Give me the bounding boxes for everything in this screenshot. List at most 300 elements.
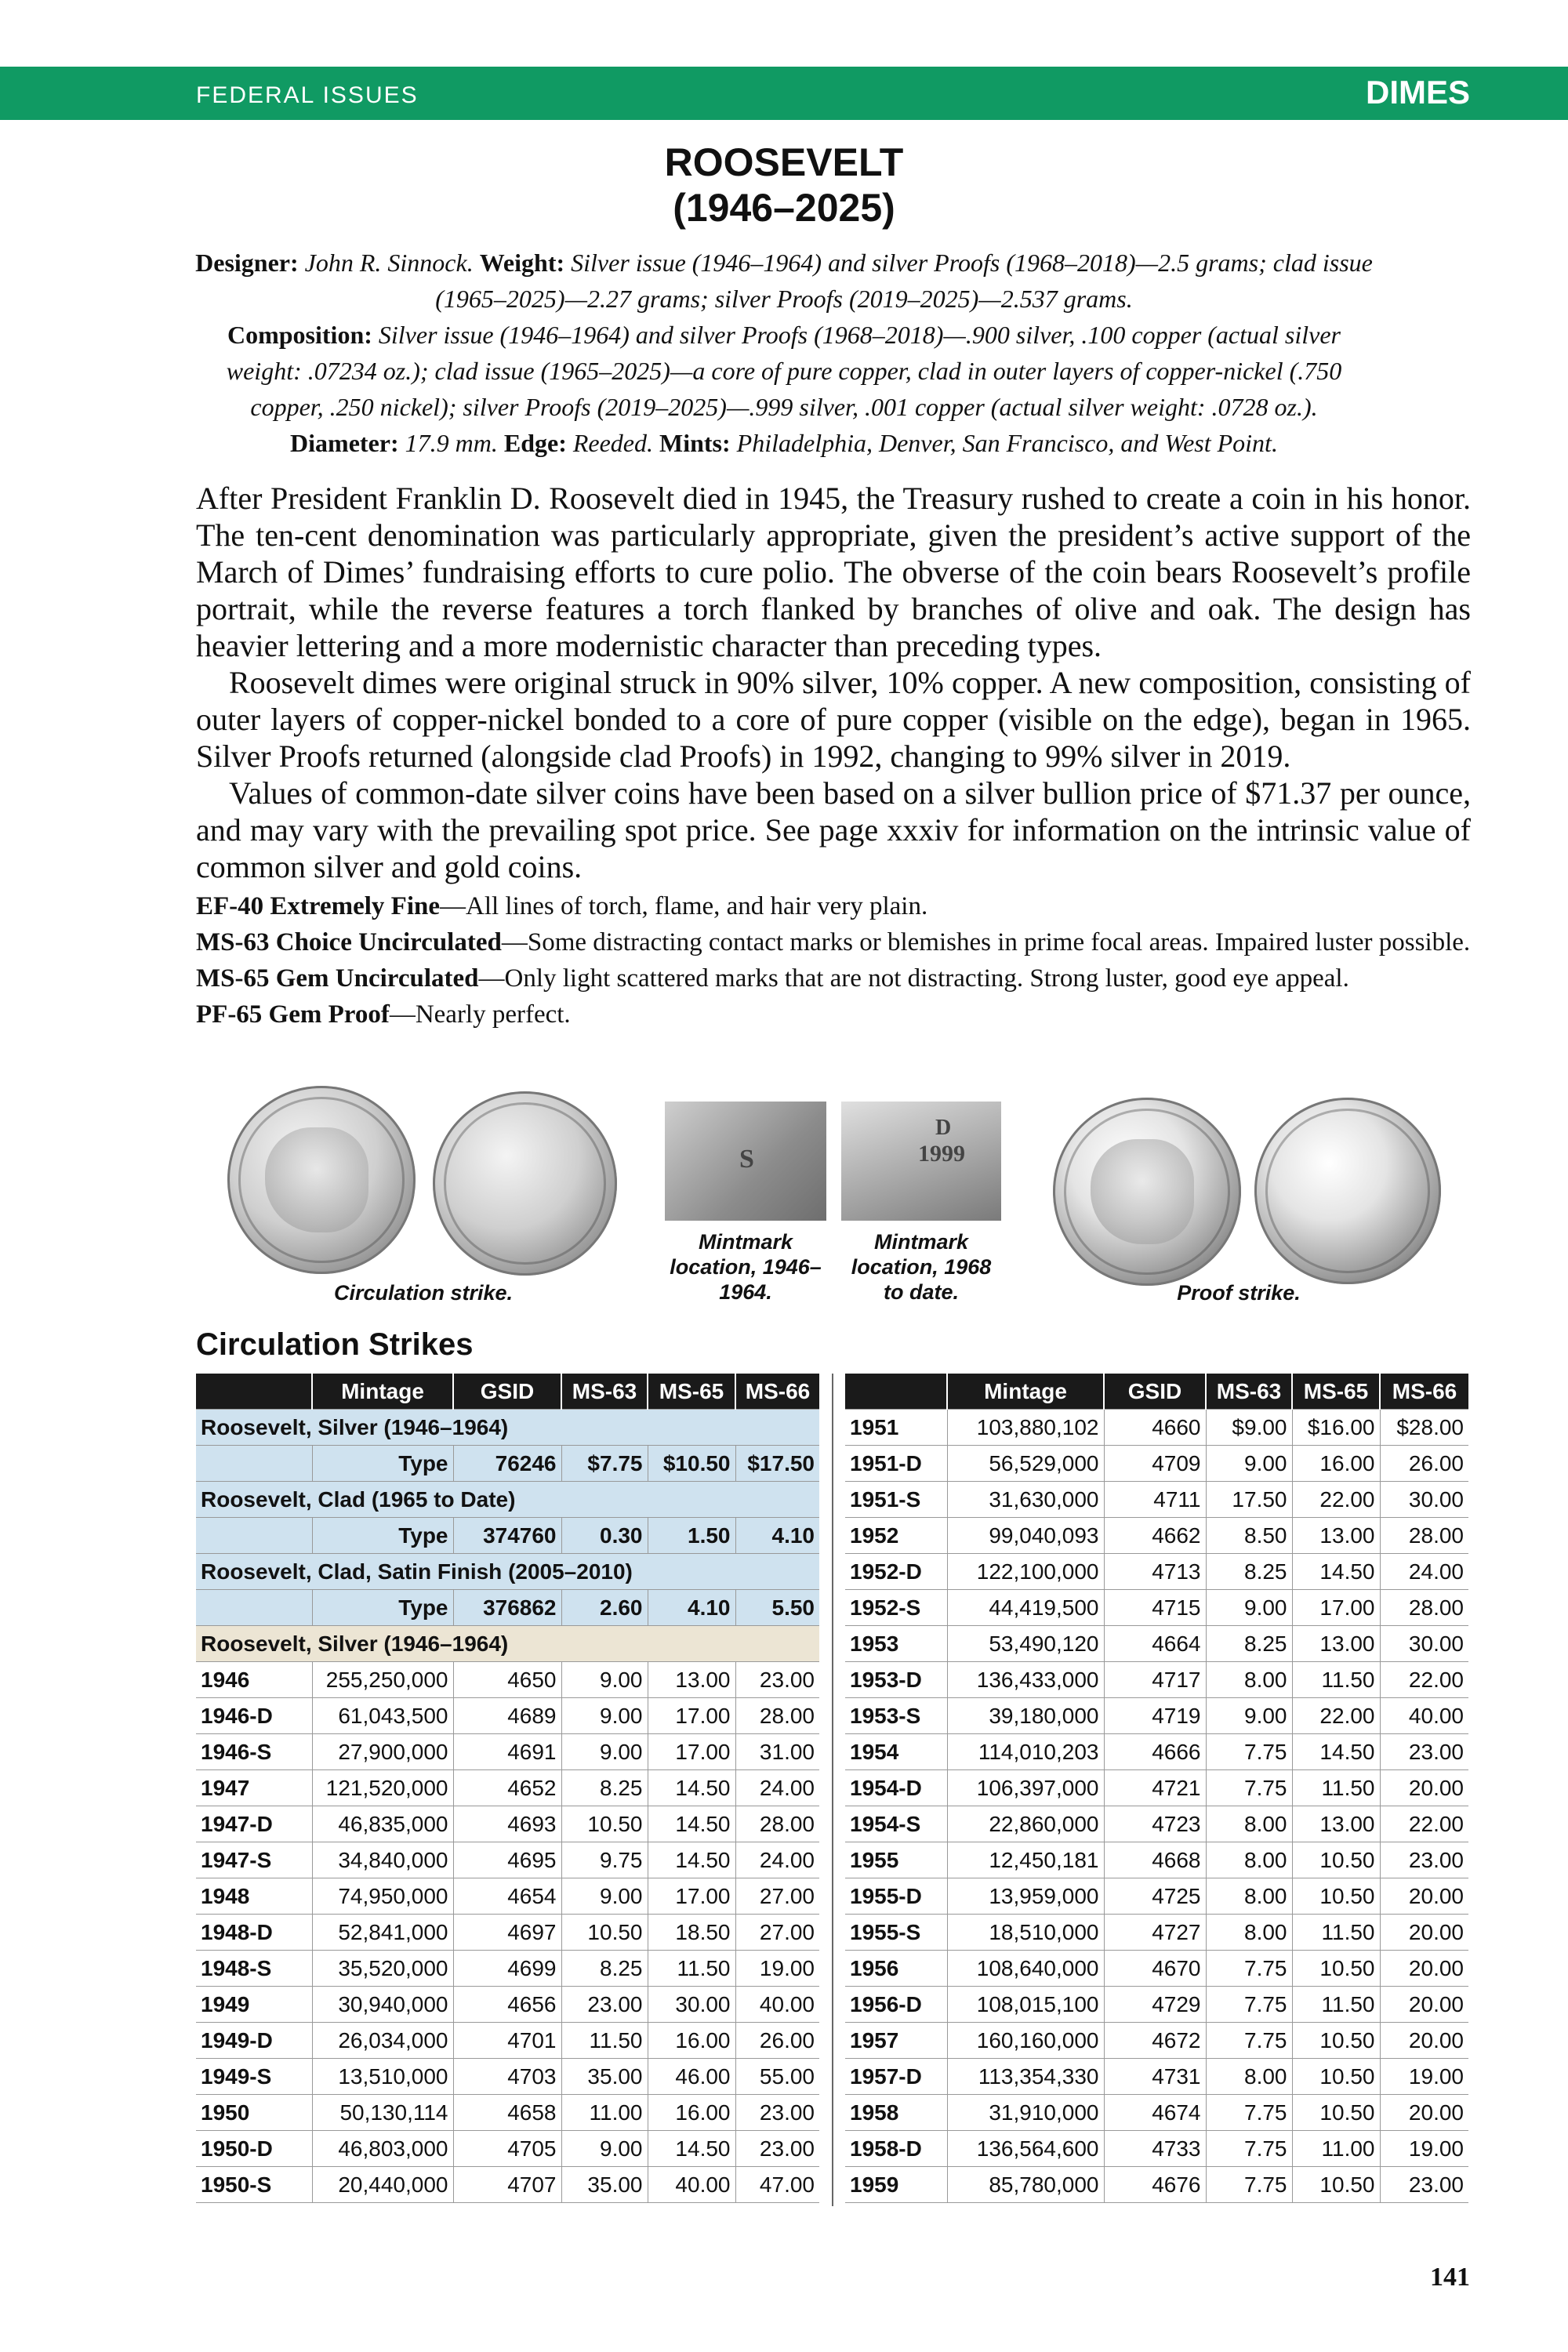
category-label: DIMES [1365, 74, 1470, 111]
table-cell: 8.25 [1206, 1626, 1292, 1662]
table-row [845, 1662, 1468, 1698]
column-header: MS-66 [735, 1374, 819, 1410]
table-cell: 14.50 [648, 1842, 735, 1878]
table-cell: 8.00 [1206, 1878, 1292, 1915]
table-cell: 20.00 [1380, 1915, 1468, 1951]
table-cell: 1959 [845, 2167, 947, 2203]
table-cell: 17.00 [1292, 1590, 1380, 1626]
table-cell: 1952 [845, 1518, 947, 1554]
table-cell: 4715 [1104, 1590, 1206, 1626]
grade-term: PF-65 Gem Proof [196, 1000, 390, 1029]
table-cell: 1950-D [196, 2131, 312, 2167]
table-cell: 19.00 [1380, 2059, 1468, 2095]
table-cell: 1956 [845, 1951, 947, 1987]
table-row [196, 1770, 819, 1806]
table-row [845, 1770, 1468, 1806]
column-header: MS-63 [1206, 1374, 1292, 1410]
mints-label: Mints: [659, 429, 731, 457]
table-cell: 11.50 [1292, 1770, 1380, 1806]
table-row [845, 1410, 1468, 1446]
table-row [845, 2167, 1468, 2203]
mintage-table-right [845, 1374, 1468, 2203]
table-cell: 1947-D [196, 1806, 312, 1842]
table-cell: 11.50 [561, 2023, 648, 2059]
table-cell: 4650 [453, 1662, 561, 1698]
diameter-label: Diameter: [290, 429, 399, 457]
table-cell: 121,520,000 [312, 1770, 453, 1806]
table-cell: 24.00 [1380, 1554, 1468, 1590]
table-cell: 10.50 [561, 1806, 648, 1842]
composition-value: Silver issue (1946–1964) and silver Proofs (1968–2018)—.900 silver, .100 copper (actual silver weight: .07234 oz.); clad issue (1965–2025)—a core of pure copper, clad in outer layers of copper-nickel (.750 copper, .250 nickel); silver Proofs (2019–2025)—.999 silver, .001 copper (actual silver weight: .0728 oz.). [226, 321, 1342, 421]
column-header: MS-65 [1292, 1374, 1380, 1410]
edge-label: Edge: [503, 429, 567, 457]
table-cell: 30.00 [1380, 1482, 1468, 1518]
table-cell: 24.00 [735, 1842, 819, 1878]
table-cell: 16.00 [648, 2023, 735, 2059]
table-header-row [845, 1374, 1468, 1410]
table-row [845, 1987, 1468, 2023]
table-cell: 13.00 [1292, 1626, 1380, 1662]
column-header: MS-66 [1380, 1374, 1468, 1410]
table-cell: 20.00 [1380, 1878, 1468, 1915]
table-cell: 10.50 [1292, 2059, 1380, 2095]
table-cell: 7.75 [1206, 1770, 1292, 1806]
group-header-row [196, 1554, 819, 1590]
table-cell: 1955 [845, 1842, 947, 1878]
table-cell: 1949 [196, 1987, 312, 2023]
mintmark-date: 1999 [918, 1141, 965, 1167]
table-cell: 50,130,114 [312, 2095, 453, 2131]
table-cell: 28.00 [735, 1806, 819, 1842]
table-cell: 23.00 [735, 2131, 819, 2167]
table-row [845, 1626, 1468, 1662]
table-cell: 40.00 [735, 1987, 819, 2023]
table-row [196, 1806, 819, 1842]
table-row [196, 2131, 819, 2167]
table-cell: 99,040,093 [947, 1518, 1104, 1554]
column-header [845, 1374, 947, 1410]
grade-term: MS-65 Gem Uncirculated [196, 964, 479, 993]
table-cell: 23.00 [735, 2095, 819, 2131]
table-header-row [196, 1374, 819, 1410]
composition-label: Composition: [227, 321, 372, 349]
column-header: MS-63 [561, 1374, 648, 1410]
table-cell: 1954-S [845, 1806, 947, 1842]
mintmark-1946-image [665, 1102, 826, 1221]
table-cell: 1953 [845, 1626, 947, 1662]
table-cell: 114,010,203 [947, 1734, 1104, 1770]
table-cell: 19.00 [735, 1951, 819, 1987]
table-row [845, 1446, 1468, 1482]
type-row [196, 1518, 819, 1554]
table-row [845, 1734, 1468, 1770]
group-header-row [196, 1626, 819, 1662]
table-cell: 1952-S [845, 1590, 947, 1626]
table-cell: 74,950,000 [312, 1878, 453, 1915]
table-cell: 14.50 [1292, 1554, 1380, 1590]
mints-value: Philadelphia, Denver, San Francisco, and West Point. [736, 429, 1278, 457]
table-cell: 8.25 [561, 1951, 648, 1987]
table-cell: 31.00 [735, 1734, 819, 1770]
table-cell: 4.10 [735, 1518, 819, 1554]
intro-paragraph: Values of common-date silver coins have been based on a silver bullion price of $71.37 per ounce, and may vary with the prevailing spot price. See page xxxiv for information on the intrinsic value of common silver and gold coins. [196, 775, 1471, 884]
column-header: Mintage [312, 1374, 453, 1410]
table-cell: 4662 [1104, 1518, 1206, 1554]
table-cell: 1.50 [648, 1518, 735, 1554]
table-cell: 13.00 [1292, 1806, 1380, 1842]
table-cell: 20.00 [1380, 1770, 1468, 1806]
table-row [845, 1698, 1468, 1734]
table-cell: 4670 [1104, 1951, 1206, 1987]
table-cell: 10.50 [1292, 1878, 1380, 1915]
table-cell: 4709 [1104, 1446, 1206, 1482]
table-cell: 16.00 [648, 2095, 735, 2131]
table-cell: 4713 [1104, 1554, 1206, 1590]
table-cell: 8.00 [1206, 1842, 1292, 1878]
table-cell: 31,910,000 [947, 2095, 1104, 2131]
table-cell: $17.50 [735, 1446, 819, 1482]
table-cell: 1949-D [196, 2023, 312, 2059]
section-heading: Circulation Strikes [196, 1327, 474, 1362]
mintmark-letter: S [739, 1145, 754, 1174]
table-cell: 22,860,000 [947, 1806, 1104, 1842]
table-cell: 1955-D [845, 1878, 947, 1915]
table-row [196, 1987, 819, 2023]
column-header [196, 1374, 312, 1410]
table-cell: 108,640,000 [947, 1951, 1104, 1987]
table-cell: 10.50 [1292, 1951, 1380, 1987]
circulation-reverse-image [433, 1091, 617, 1276]
table-cell: 35,520,000 [312, 1951, 453, 1987]
table-cell: 1952-D [845, 1554, 947, 1590]
type-row [196, 1590, 819, 1626]
table-cell: 26,034,000 [312, 2023, 453, 2059]
intro-text [196, 480, 1471, 885]
table-cell: 1951-D [845, 1446, 947, 1482]
grade-desc: —All lines of torch, flame, and hair very plain. [440, 892, 928, 920]
table-row [196, 1842, 819, 1878]
circulation-obverse-image [227, 1086, 416, 1274]
table-cell: 1948-S [196, 1951, 312, 1987]
table-cell: 122,100,000 [947, 1554, 1104, 1590]
table-cell: 13.00 [648, 1662, 735, 1698]
table-cell: 4711 [1104, 1482, 1206, 1518]
table-cell: 160,160,000 [947, 2023, 1104, 2059]
table-row [196, 2167, 819, 2203]
table-cell: 9.00 [561, 1734, 648, 1770]
table-cell: $28.00 [1380, 1410, 1468, 1446]
table-cell: 4652 [453, 1770, 561, 1806]
column-header: Mintage [947, 1374, 1104, 1410]
table-row [845, 1842, 1468, 1878]
table-cell: 1956-D [845, 1987, 947, 2023]
table-cell: 27,900,000 [312, 1734, 453, 1770]
table-cell: 55.00 [735, 2059, 819, 2095]
table-cell: 4705 [453, 2131, 561, 2167]
table-row [196, 1915, 819, 1951]
table-cell: 11.00 [561, 2095, 648, 2131]
table-cell: 1955-S [845, 1915, 947, 1951]
table-cell: $7.75 [561, 1446, 648, 1482]
table-cell: 14.50 [648, 1806, 735, 1842]
table-cell: 23.00 [1380, 2167, 1468, 2203]
table-cell: 1949-S [196, 2059, 312, 2095]
table-row [196, 1734, 819, 1770]
mintmark-1968-caption: Mintmark location, 1968 to date. [851, 1230, 992, 1304]
table-cell: 85,780,000 [947, 2167, 1104, 2203]
table-cell: 13,959,000 [947, 1878, 1104, 1915]
table-cell: 10.50 [1292, 2023, 1380, 2059]
table-cell: 9.00 [561, 2131, 648, 2167]
table-cell: 4717 [1104, 1662, 1206, 1698]
table-cell: 44,419,500 [947, 1590, 1104, 1626]
table-row [196, 2023, 819, 2059]
table-cell: 19.00 [1380, 2131, 1468, 2167]
table-cell: 31,630,000 [947, 1482, 1104, 1518]
table-cell: 4689 [453, 1698, 561, 1734]
table-cell: 76246 [453, 1446, 561, 1482]
table-cell: 1947-S [196, 1842, 312, 1878]
table-cell: 1953-D [845, 1662, 947, 1698]
table-cell [196, 1446, 312, 1482]
table-row [196, 1698, 819, 1734]
grade-term: MS-63 Choice Uncirculated [196, 928, 502, 956]
table-cell: 4719 [1104, 1698, 1206, 1734]
table-cell: 4674 [1104, 2095, 1206, 2131]
table-cell: 1953-S [845, 1698, 947, 1734]
table-cell: 34,840,000 [312, 1842, 453, 1878]
grade-desc: —Nearly perfect. [389, 1000, 571, 1029]
table-cell: 4733 [1104, 2131, 1206, 2167]
column-header: GSID [453, 1374, 561, 1410]
table-row [845, 1482, 1468, 1518]
table-cell: $16.00 [1292, 1410, 1380, 1446]
table-cell: 13.00 [1292, 1518, 1380, 1554]
table-cell: 16.00 [1292, 1446, 1380, 1482]
table-cell: 2.60 [561, 1590, 648, 1626]
table-cell: 18.50 [648, 1915, 735, 1951]
table-cell: 108,015,100 [947, 1987, 1104, 2023]
table-cell: 14.50 [648, 1770, 735, 1806]
table-cell: 8.00 [1206, 1662, 1292, 1698]
table-cell: 1957-D [845, 2059, 947, 2095]
table-cell: 103,880,102 [947, 1410, 1104, 1446]
table-cell: 7.75 [1206, 2131, 1292, 2167]
table-cell: 35.00 [561, 2167, 648, 2203]
table-cell: 1954 [845, 1734, 947, 1770]
table-cell: 1950 [196, 2095, 312, 2131]
table-cell: 10.50 [1292, 1842, 1380, 1878]
table-cell: 10.50 [561, 1915, 648, 1951]
table-cell: 4701 [453, 2023, 561, 2059]
table-cell: Type [312, 1446, 453, 1482]
table-cell: 11.50 [1292, 1987, 1380, 2023]
table-cell: 1948 [196, 1878, 312, 1915]
table-cell: 113,354,330 [947, 2059, 1104, 2095]
group-label: Roosevelt, Clad, Satin Finish (2005–2010) [196, 1554, 819, 1590]
table-cell: 11.50 [1292, 1915, 1380, 1951]
weight-value: Silver issue (1946–1964) and silver Proofs (1968–2018)—2.5 grams; clad issue (1965–2025)—2.27 grams; silver Proofs (2019–2025)—2.537 grams. [435, 249, 1373, 313]
table-cell: 7.75 [1206, 2167, 1292, 2203]
mintage-table-left [196, 1374, 819, 2203]
table-cell [196, 1518, 312, 1554]
table-cell: 24.00 [735, 1770, 819, 1806]
table-cell: 4695 [453, 1842, 561, 1878]
column-header: MS-65 [648, 1374, 735, 1410]
table-cell: Type [312, 1590, 453, 1626]
table-cell: 35.00 [561, 2059, 648, 2095]
table-cell: 4729 [1104, 1987, 1206, 2023]
table-cell: 30,940,000 [312, 1987, 453, 2023]
table-cell: 4658 [453, 2095, 561, 2131]
table-cell: 27.00 [735, 1915, 819, 1951]
table-cell: 20.00 [1380, 2023, 1468, 2059]
table-cell: 8.25 [1206, 1554, 1292, 1590]
table-row [845, 1878, 1468, 1915]
table-cell: $10.50 [648, 1446, 735, 1482]
table-cell: 1947 [196, 1770, 312, 1806]
table-cell: 40.00 [648, 2167, 735, 2203]
table-cell: 1951 [845, 1410, 947, 1446]
table-cell: 39,180,000 [947, 1698, 1104, 1734]
table-row [845, 1915, 1468, 1951]
table-cell: 4721 [1104, 1770, 1206, 1806]
grade-item [196, 997, 1482, 1032]
table-cell: 30.00 [648, 1987, 735, 2023]
table-cell: 9.75 [561, 1842, 648, 1878]
table-cell: 56,529,000 [947, 1446, 1104, 1482]
mintmark-1968-image [841, 1102, 1001, 1221]
table-cell: 8.00 [1206, 1806, 1292, 1842]
weight-label: Weight: [479, 249, 565, 277]
table-cell: 20,440,000 [312, 2167, 453, 2203]
table-row [845, 2095, 1468, 2131]
table-cell: 9.00 [1206, 1590, 1292, 1626]
table-row [845, 1518, 1468, 1554]
table-cell: 46,803,000 [312, 2131, 453, 2167]
table-cell: 1946-S [196, 1734, 312, 1770]
table-cell: 4725 [1104, 1878, 1206, 1915]
table-cell: 4676 [1104, 2167, 1206, 2203]
designer-value: John R. Sinnock. [304, 249, 474, 277]
mintmark-letter: D [935, 1116, 952, 1140]
table-cell: 23.00 [1380, 1842, 1468, 1878]
table-cell: 1946 [196, 1662, 312, 1698]
table-cell: 4666 [1104, 1734, 1206, 1770]
table-cell: 20.00 [1380, 1951, 1468, 1987]
table-cell: 40.00 [1380, 1698, 1468, 1734]
diameter-value: 17.9 mm. [405, 429, 498, 457]
group-label: Roosevelt, Silver (1946–1964) [196, 1626, 819, 1662]
column-header: GSID [1104, 1374, 1206, 1410]
table-cell: 52,841,000 [312, 1915, 453, 1951]
grade-item [196, 889, 1482, 924]
table-row [196, 1951, 819, 1987]
table-cell: 47.00 [735, 2167, 819, 2203]
table-cell: 30.00 [1380, 1626, 1468, 1662]
table-cell: 136,433,000 [947, 1662, 1104, 1698]
grade-item [196, 961, 1482, 996]
page-subtitle: (1946–2025) [673, 186, 895, 230]
table-cell: 4672 [1104, 2023, 1206, 2059]
grade-term: EF-40 Extremely Fine [196, 892, 440, 920]
table-cell: 10.50 [1292, 2095, 1380, 2131]
table-cell: 26.00 [735, 2023, 819, 2059]
table-cell: 4664 [1104, 1626, 1206, 1662]
table-row [196, 2095, 819, 2131]
table-cell: 7.75 [1206, 1734, 1292, 1770]
table-cell: 46.00 [648, 2059, 735, 2095]
proof-caption: Proof strike. [1177, 1281, 1301, 1305]
table-cell: 22.00 [1292, 1698, 1380, 1734]
table-cell [196, 1590, 312, 1626]
table-cell: 28.00 [1380, 1590, 1468, 1626]
table-cell: 4707 [453, 2167, 561, 2203]
table-cell: 17.00 [648, 1734, 735, 1770]
table-cell: 8.00 [1206, 2059, 1292, 2095]
table-cell: 374760 [453, 1518, 561, 1554]
table-cell: 4731 [1104, 2059, 1206, 2095]
table-cell: Type [312, 1518, 453, 1554]
table-cell: 5.50 [735, 1590, 819, 1626]
table-cell: 20.00 [1380, 1987, 1468, 2023]
table-cell: 106,397,000 [947, 1770, 1104, 1806]
table-cell: 4656 [453, 1987, 561, 2023]
grade-item [196, 925, 1482, 960]
table-cell: 1950-S [196, 2167, 312, 2203]
grade-definitions [196, 889, 1482, 1033]
table-cell: 26.00 [1380, 1446, 1468, 1482]
table-cell: 8.50 [1206, 1518, 1292, 1554]
edge-value: Reeded. [572, 429, 653, 457]
table-cell: 23.00 [561, 1987, 648, 2023]
table-cell: 11.00 [1292, 2131, 1380, 2167]
table-cell: 4691 [453, 1734, 561, 1770]
table-row [845, 1806, 1468, 1842]
table-cell: 23.00 [735, 1662, 819, 1698]
table-cell: 1958 [845, 2095, 947, 2131]
table-cell: 1958-D [845, 2131, 947, 2167]
table-cell: 4654 [453, 1878, 561, 1915]
table-row [196, 2059, 819, 2095]
table-cell: 8.00 [1206, 1915, 1292, 1951]
table-cell: 1948-D [196, 1915, 312, 1951]
table-row [845, 2023, 1468, 2059]
table-cell: 46,835,000 [312, 1806, 453, 1842]
intro-paragraph: After President Franklin D. Roosevelt died in 1945, the Treasury rushed to create a coin in his honor. The ten-cent denomination was particularly appropriate, given the president’s active support of the March of Dimes’ fundraising efforts to cure polio. The obverse of the coin bears Roosevelt’s profile portrait, while the reverse features a torch flanked by branches of olive and oak. The design has heavier lettering and a more modernistic character than preceding types. [196, 481, 1471, 663]
table-cell: 7.75 [1206, 2023, 1292, 2059]
page-number: 141 [1430, 2263, 1470, 2292]
table-cell: 7.75 [1206, 1987, 1292, 2023]
table-cell: 9.00 [561, 1878, 648, 1915]
grade-desc: —Some distracting contact marks or blemishes in prime focal areas. Impaired luster possible. [501, 928, 1471, 956]
table-cell: 23.00 [1380, 1734, 1468, 1770]
table-cell: 20.00 [1380, 2095, 1468, 2131]
table-cell: 12,450,181 [947, 1842, 1104, 1878]
table-row [196, 1878, 819, 1915]
table-row [196, 1662, 819, 1698]
table-cell: 11.50 [1292, 1662, 1380, 1698]
table-cell: 8.25 [561, 1770, 648, 1806]
table-cell: 17.00 [648, 1878, 735, 1915]
table-cell: 4699 [453, 1951, 561, 1987]
table-cell: 22.00 [1380, 1662, 1468, 1698]
table-cell: 28.00 [735, 1698, 819, 1734]
table-cell: 9.00 [1206, 1446, 1292, 1482]
table-cell: 9.00 [1206, 1698, 1292, 1734]
table-cell: 7.75 [1206, 2095, 1292, 2131]
table-cell: 4697 [453, 1915, 561, 1951]
